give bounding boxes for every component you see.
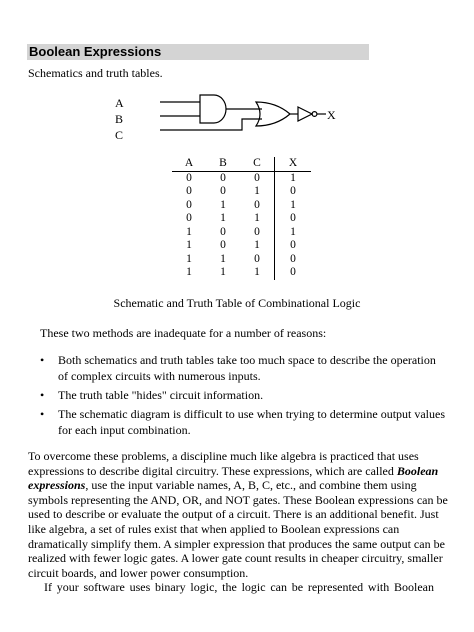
table-cell: 0 (186, 198, 192, 211)
list-item (38, 406, 448, 438)
table-cell: 1 (186, 266, 192, 278)
final-line: If your software uses binary logic, the logic can be represented with Boolean (44, 580, 434, 594)
table-cell: 0 (275, 185, 312, 199)
subtitle: Schematics and truth tables. (28, 66, 163, 80)
table-row (172, 199, 311, 213)
input-label-c: C (115, 128, 124, 142)
table-cell: 1 (254, 185, 260, 197)
bullet-icon: • (40, 407, 45, 421)
table-cell: 0 (275, 212, 312, 226)
header-x: X (275, 157, 312, 171)
input-label-b: B (115, 112, 124, 126)
table-cell: 1 (275, 226, 312, 240)
output-label-x: X (327, 108, 336, 122)
table-cell: 1 (186, 239, 192, 251)
paragraph-text-end: , use the input variable names, A, B, C, etc., and combine them using symbols representing the AND, OR, and NOT gates. These Boolean expressions can be used to describe or evaluate the output of a circuit. There is an additional benefit. Just like algebra, a set of rules exist that when applied to Boolean expressions can dramatically simplify them. A simpler expression that produces the same output can be realized with fewer logic gates. A lower gate count results in cheaper circuitry, smaller circuit boards, and lower power consumption. (28, 478, 448, 580)
table-cell: 0 (220, 225, 226, 238)
table-cell: 0 (186, 212, 192, 224)
table-cell: 0 (275, 253, 312, 267)
table-cell: 0 (275, 239, 312, 253)
table-cell: 1 (254, 212, 260, 224)
table-cell: 1 (275, 199, 312, 213)
table-row (172, 253, 311, 267)
table-cell: 1 (220, 212, 226, 224)
body-paragraph (28, 449, 448, 580)
table-cell: 0 (186, 185, 192, 197)
bullet-icon: • (40, 388, 45, 402)
section-heading: Boolean Expressions (27, 44, 369, 60)
table-cell: 0 (220, 185, 226, 197)
wire-c (160, 119, 262, 130)
table-row (172, 239, 311, 253)
list-item (38, 352, 448, 384)
table-cell: 1 (186, 225, 192, 238)
not-gate (298, 107, 312, 121)
table-cell: 0 (254, 252, 260, 265)
or-gate (256, 102, 290, 126)
table-cell: 0 (275, 266, 312, 280)
emphasis-term: Boolean expressions (28, 463, 439, 493)
paragraph-text-start: To overcome these problems, a discipline much like algebra is practiced that uses expressions to describe digital circuitry. These expressions, which are called (28, 449, 419, 478)
header-a: A (172, 157, 206, 171)
truth-table-header (172, 157, 311, 171)
table-cell: 1 (220, 252, 226, 265)
table-row (172, 266, 311, 280)
table-cell: 0 (254, 171, 260, 184)
table-row (172, 185, 311, 199)
list-item (38, 387, 448, 403)
list-item-text: The schematic diagram is difficult to use when trying to determine output values for each input combination. (58, 407, 446, 437)
reasons-list (38, 352, 448, 441)
logic-schematic (160, 92, 340, 142)
bullet-icon: • (40, 353, 45, 367)
header-b: B (206, 157, 240, 171)
table-row (172, 171, 311, 185)
header-c: C (240, 157, 275, 171)
list-item-text: The truth table "hides" circuit information. (58, 388, 264, 402)
table-cell: 0 (254, 198, 260, 211)
truth-table (172, 157, 311, 280)
table-cell: 0 (220, 239, 226, 251)
table-cell: 1 (186, 252, 192, 265)
figure-caption: Schematic and Truth Table of Combinational Logic (113, 296, 361, 310)
table-row (172, 212, 311, 226)
table-cell: 1 (254, 266, 260, 278)
intro-sentence: These two methods are inadequate for a number of reasons: (40, 326, 327, 340)
table-cell: 0 (186, 171, 192, 184)
list-item-text: Both schematics and truth tables take too much space to describe the operation of complex circuits with numerous inputs. (58, 353, 436, 383)
table-cell: 1 (254, 239, 260, 251)
and-gate (200, 95, 226, 123)
table-cell: 1 (220, 266, 226, 278)
table-cell: 0 (220, 171, 226, 184)
table-cell: 0 (254, 225, 260, 238)
table-row (172, 226, 311, 240)
input-label-a: A (115, 96, 124, 110)
table-cell: 1 (275, 171, 312, 185)
table-cell: 1 (220, 198, 226, 211)
